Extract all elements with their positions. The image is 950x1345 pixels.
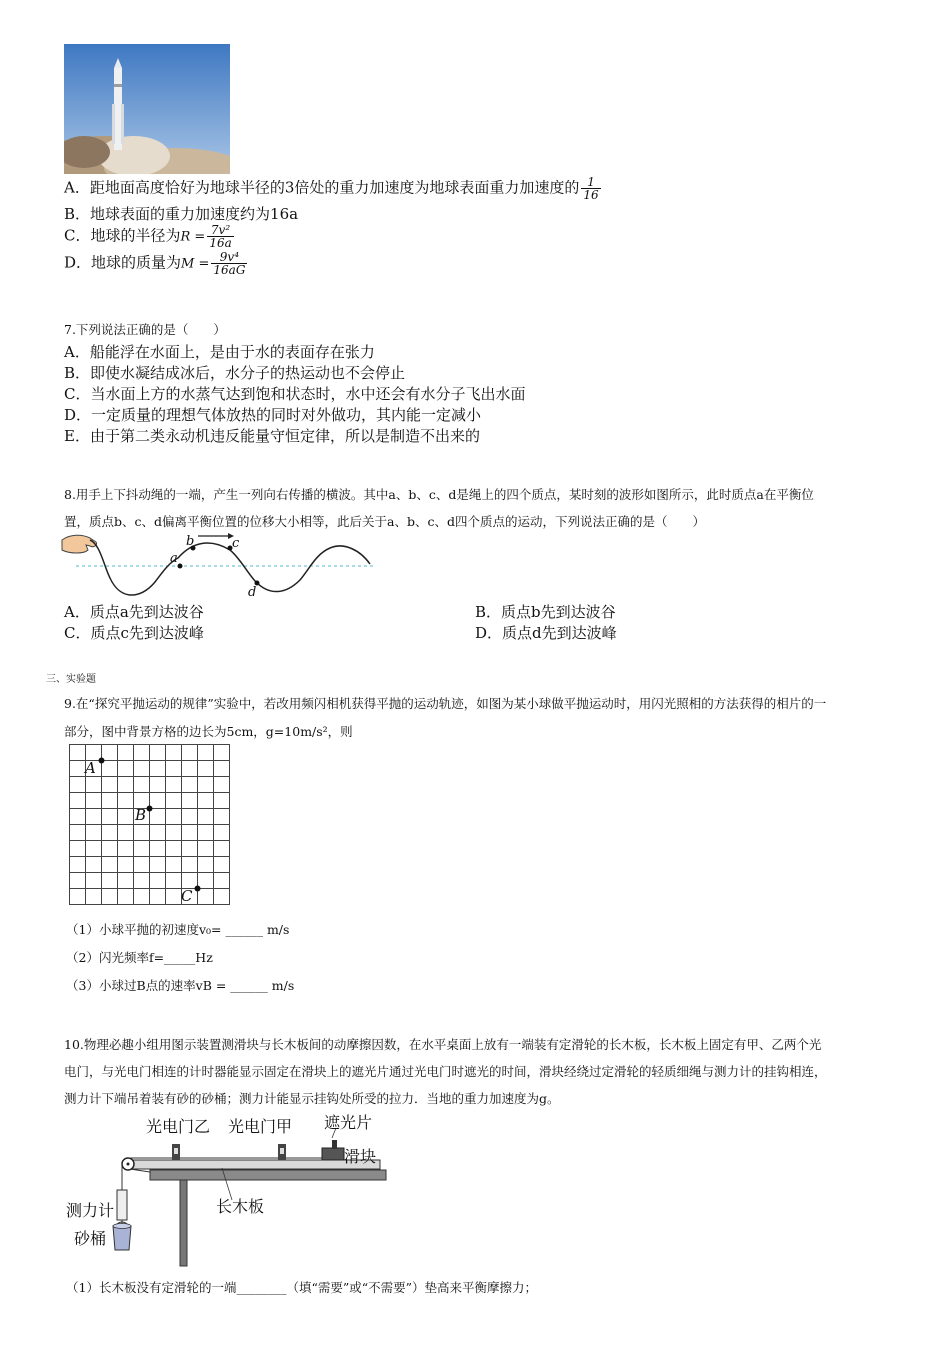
label-shade: 遮光片 [324, 1113, 373, 1132]
option-letter: A． [64, 178, 90, 197]
section-title: 三、实验题 [46, 674, 96, 685]
label-photogate-a: 光电门甲 [228, 1117, 293, 1136]
q8-stem-line2: 置，质点b、c、d偏离平衡位置的位移大小相等，此后关于a、b、c、d四个质点的运动，下列说法正确的是（ ） [64, 514, 705, 529]
rocket-photo [64, 44, 230, 174]
fraction-denominator: 16aG [213, 263, 246, 277]
label-photogate-b: 光电门乙 [146, 1117, 211, 1136]
grid-label-b: B [135, 806, 147, 824]
grid-label-c: C [181, 887, 193, 905]
q9-stem-line1: 9.在“探究平抛运动的规律”实验中，若改用频闪相机获得平抛的运动轨迹，如图为某小球做平抛运动时，用闪光照相的方法获得的相片的一 [64, 696, 827, 711]
q6-option-a [64, 176, 601, 201]
wave-label-b: b [186, 534, 195, 549]
label-slider: 滑块 [344, 1147, 377, 1166]
equation-lhs: M = [181, 256, 210, 272]
fraction-denominator: 16 [583, 188, 599, 202]
label-force-meter: 测力计 [66, 1201, 115, 1220]
q10-sub1: （1）长木板没有定滑轮的一端________（填“需要”或“不需要”）垫高来平衡摩擦力； [66, 1280, 538, 1295]
wave-label-d: d [248, 585, 257, 600]
q8-option-b: B．质点b先到达波谷 [475, 603, 616, 621]
q10-stem-line2: 电门，与光电门相连的计时器能显示固定在滑块上的遮光片通过光电门时遮光的时间，滑块经绕过定滑轮的轻质细绳与测力计的挂钩相连， [64, 1064, 827, 1079]
grid-figure [69, 744, 231, 906]
option-text: 距地面高度恰好为地球半径的3倍处的重力加速度为地球表面重力加速度的 [89, 178, 580, 197]
q6-option-c [64, 224, 234, 249]
q9-sub2: （2）闪光频率f=_____Hz [66, 950, 213, 965]
q6-option-d [64, 251, 247, 276]
fraction [207, 224, 233, 249]
fraction-numerator: 7v² [207, 224, 233, 237]
q9-sub3: （3）小球过B点的速率vB = ______ m/s [66, 978, 295, 993]
option-letter: D． [64, 253, 92, 272]
fraction-numerator: 1 [581, 176, 600, 189]
fraction-numerator: 9v⁴ [211, 251, 247, 264]
q7-stem: 7.下列说法正确的是（ ） [64, 322, 226, 337]
q8-stem-line1: 8.用手上下抖动绳的一端，产生一列向右传播的横波。其中a、b、c、d是绳上的四个质点，某时刻的波形如图所示，此时质点a在平衡位 [64, 487, 814, 502]
q8-option-d: D．质点d先到达波峰 [475, 624, 617, 642]
q7-option-e: E．由于第二类永动机违反能量守恒定律，所以是制造不出来的 [64, 427, 480, 445]
q8-option-c: C．质点c先到达波峰 [64, 624, 204, 642]
q10-stem-line1: 10.物理必趣小组用图示装置测滑块与长木板间的动摩擦因数，在水平桌面上放有一端装有定滑轮的长木板，长木板上固定有甲、乙两个光 [64, 1037, 822, 1052]
apparatus-figure [60, 1110, 400, 1270]
q7-option-d: D．一定质量的理想气体放热的同时对外做功，其内能一定减小 [64, 406, 482, 424]
equation-lhs: R = [180, 229, 206, 245]
label-board: 长木板 [216, 1197, 265, 1216]
fraction [211, 251, 247, 276]
q9-sub1: （1）小球平抛的初速度v₀= ______ m/s [66, 922, 290, 937]
q7-option-c: C．当水面上方的水蒸气达到饱和状态时，水中还会有水分子飞出水面 [64, 385, 526, 403]
fraction [581, 176, 600, 201]
option-text: 地球表面的重力加速度约为16a [90, 205, 299, 223]
wave-figure [60, 528, 380, 604]
option-letter: C． [64, 226, 91, 245]
grid-label-a: A [85, 759, 96, 777]
option-letter: B． [64, 205, 91, 223]
q7-option-b: B．即使水凝结成冰后，水分子的热运动也不会停止 [64, 364, 406, 382]
wave-label-a: a [170, 551, 178, 566]
q8-option-a: A．质点a先到达波谷 [64, 603, 204, 621]
hand-icon [62, 535, 97, 553]
wave-label-c: c [232, 536, 240, 551]
q6-option-b [64, 203, 298, 224]
q7-option-a: A．船能浮在水面上，是由于水的表面存在张力 [64, 343, 375, 361]
fraction-denominator: 16a [209, 236, 232, 250]
q9-stem-line2: 部分，图中背景方格的边长为5cm，g=10m/s²，则 [64, 724, 353, 739]
q10-stem-line3: 测力计下端吊着装有砂的砂桶；测力计能显示挂钩处所受的拉力．当地的重力加速度为g。 [64, 1091, 560, 1106]
label-bucket: 砂桶 [74, 1229, 107, 1248]
option-text: 地球的质量为 [91, 253, 182, 272]
option-text: 地球的半径为 [90, 226, 181, 245]
